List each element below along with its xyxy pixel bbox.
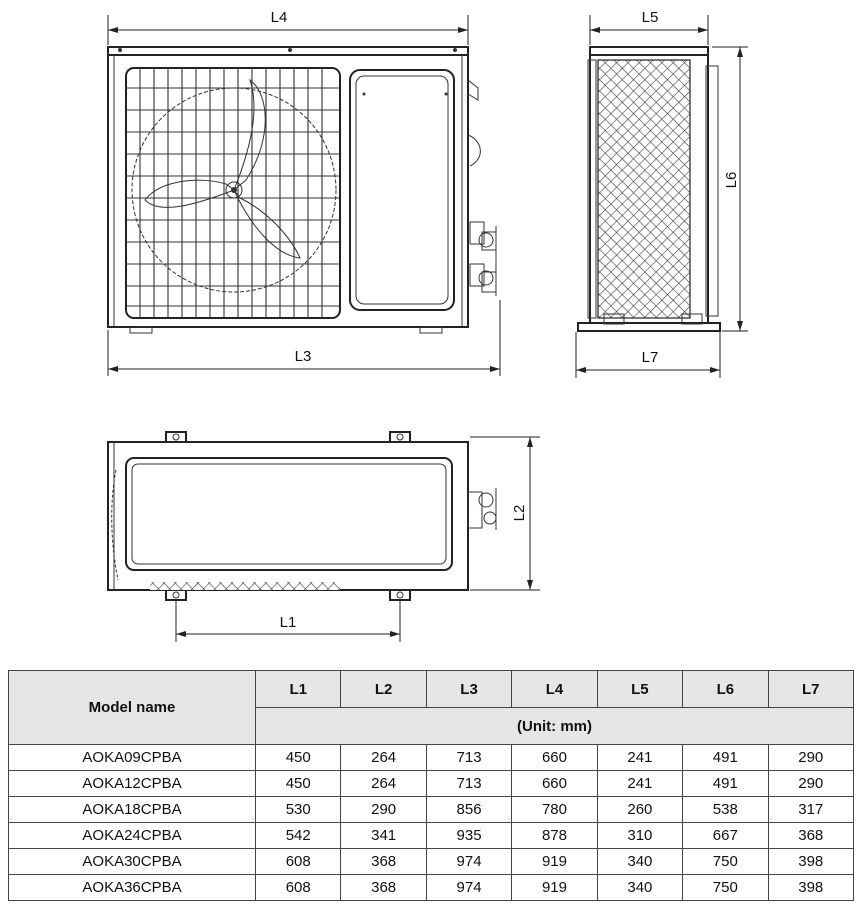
model-name-cell: AOKA09CPBA	[9, 745, 256, 771]
table-cell: 919	[512, 875, 597, 901]
table-cell: 750	[683, 849, 768, 875]
table-cell: 368	[768, 823, 853, 849]
table-cell: 780	[512, 797, 597, 823]
column-header-l7: L7	[768, 671, 853, 708]
table-row	[9, 797, 854, 823]
model-name-cell: AOKA30CPBA	[9, 849, 256, 875]
model-name-cell: AOKA12CPBA	[9, 771, 256, 797]
table-cell: 264	[341, 745, 426, 771]
table-cell: 542	[256, 823, 341, 849]
table-cell: 241	[597, 771, 682, 797]
table-cell: 398	[768, 875, 853, 901]
dimension-label-l4: L4	[270, 9, 288, 26]
table-cell: 260	[597, 797, 682, 823]
table-cell: 290	[768, 745, 853, 771]
table-cell: 310	[597, 823, 682, 849]
table-cell: 290	[768, 771, 853, 797]
table-cell: 878	[512, 823, 597, 849]
fan-grille	[126, 68, 340, 318]
dimension-label-l6: L6	[723, 171, 740, 189]
column-header-l5: L5	[597, 671, 682, 708]
table-row	[9, 771, 854, 797]
table-cell: 491	[683, 771, 768, 797]
dimension-table	[8, 670, 854, 901]
column-header-l6: L6	[683, 671, 768, 708]
table-header-row	[9, 671, 854, 708]
table-cell: 608	[256, 849, 341, 875]
table-row	[9, 745, 854, 771]
table-cell: 713	[426, 771, 511, 797]
column-header-l2: L2	[341, 671, 426, 708]
table-cell: 264	[341, 771, 426, 797]
table-cell: 368	[341, 849, 426, 875]
table-cell: 290	[341, 797, 426, 823]
table-cell: 974	[426, 849, 511, 875]
dimension-label-l1: L1	[279, 614, 297, 631]
table-cell: 450	[256, 745, 341, 771]
table-cell: 667	[683, 823, 768, 849]
top-view	[108, 432, 540, 642]
front-view	[108, 8, 500, 376]
table-cell: 660	[512, 745, 597, 771]
table-cell: 340	[597, 849, 682, 875]
table-cell: 450	[256, 771, 341, 797]
service-valves	[468, 80, 496, 296]
table-cell: 974	[426, 875, 511, 901]
dimension-label-l5: L5	[641, 9, 659, 26]
table-row	[9, 823, 854, 849]
column-header-l1: L1	[256, 671, 341, 708]
table-cell: 660	[512, 771, 597, 797]
table-cell: 608	[256, 875, 341, 901]
table-cell: 935	[426, 823, 511, 849]
table-cell: 340	[597, 875, 682, 901]
table-cell: 317	[768, 797, 853, 823]
table-row	[9, 875, 854, 901]
dimension-label-l2: L2	[511, 504, 528, 522]
table-cell: 241	[597, 745, 682, 771]
model-name-cell: AOKA18CPBA	[9, 797, 256, 823]
unit-label: (Unit: mm)	[256, 708, 854, 745]
table-cell: 713	[426, 745, 511, 771]
table-cell: 750	[683, 875, 768, 901]
table-cell: 538	[683, 797, 768, 823]
table-cell: 530	[256, 797, 341, 823]
model-name-cell: AOKA36CPBA	[9, 875, 256, 901]
column-header-l4: L4	[512, 671, 597, 708]
table-row	[9, 849, 854, 875]
dimension-label-l7: L7	[641, 349, 659, 366]
column-header-l3: L3	[426, 671, 511, 708]
column-header-model: Model name	[9, 671, 256, 745]
side-view	[576, 8, 748, 378]
dimension-label-l3: L3	[294, 348, 312, 365]
model-name-cell: AOKA24CPBA	[9, 823, 256, 849]
table-cell: 398	[768, 849, 853, 875]
table-cell: 856	[426, 797, 511, 823]
table-cell: 491	[683, 745, 768, 771]
table-cell: 368	[341, 875, 426, 901]
table-cell: 919	[512, 849, 597, 875]
table-cell: 341	[341, 823, 426, 849]
